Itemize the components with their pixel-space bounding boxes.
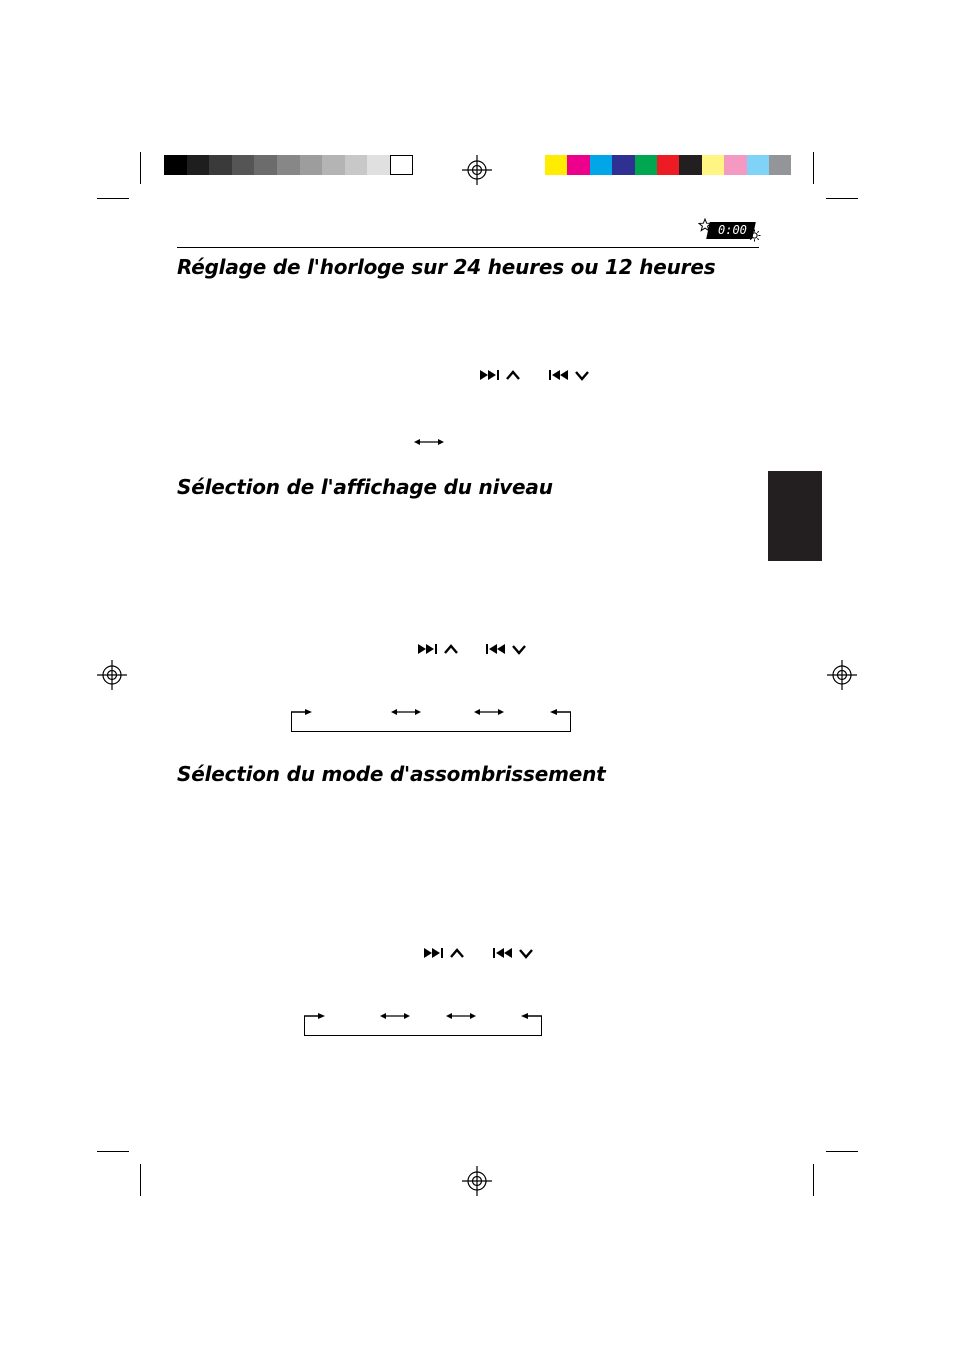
section-title-dimmer-mode: Sélection du mode d'assombrissement	[177, 762, 606, 786]
prev-down-buttons	[548, 369, 590, 381]
calibration-swatch	[300, 155, 323, 175]
crop-mark	[813, 1164, 814, 1196]
double-arrow-icon	[413, 436, 445, 448]
double-arrow-icon	[473, 707, 505, 717]
arrow-right-icon	[291, 707, 313, 717]
calibration-swatch	[209, 155, 232, 175]
calibration-swatch	[747, 155, 769, 175]
skip-back-icon	[485, 643, 509, 655]
calibration-swatch	[702, 155, 724, 175]
crop-mark	[97, 1151, 129, 1152]
crop-mark	[826, 198, 858, 199]
header-rule	[177, 247, 759, 248]
calibration-swatch	[187, 155, 210, 175]
calibration-swatch	[345, 155, 368, 175]
calibration-swatch	[769, 155, 791, 175]
cycle-diagram	[290, 707, 572, 734]
cycle-return-line	[291, 712, 571, 732]
calibration-swatch	[390, 155, 413, 175]
chevron-up-icon	[443, 643, 459, 655]
cycle-return-line	[304, 1016, 542, 1036]
calibration-swatch	[679, 155, 701, 175]
double-arrow-icon	[379, 1011, 411, 1021]
next-up-buttons	[479, 369, 521, 381]
crop-mark	[97, 198, 129, 199]
next-up-buttons	[417, 643, 459, 655]
chevron-down-icon	[518, 947, 534, 959]
calibration-swatch	[254, 155, 277, 175]
calibration-swatch	[367, 155, 390, 175]
chevron-down-icon	[574, 369, 590, 381]
calibration-swatch	[635, 155, 657, 175]
double-arrow-icon	[390, 707, 422, 717]
skip-back-icon	[548, 369, 572, 381]
header-clock-icon	[698, 218, 762, 242]
calibration-swatch	[232, 155, 255, 175]
registration-mark-icon	[826, 659, 858, 691]
calibration-swatch	[164, 155, 187, 175]
skip-forward-icon	[417, 643, 441, 655]
prev-down-buttons	[492, 947, 534, 959]
chevron-down-icon	[511, 643, 527, 655]
calibration-swatch	[590, 155, 612, 175]
section-title-level-display: Sélection de l'affichage du niveau	[177, 475, 553, 499]
crop-mark	[140, 152, 141, 184]
skip-forward-icon	[423, 947, 447, 959]
cycle-diagram	[303, 1011, 543, 1038]
calibration-swatch	[657, 155, 679, 175]
calibration-swatch	[612, 155, 634, 175]
arrow-left-icon	[520, 1011, 542, 1021]
arrow-right-icon	[304, 1011, 326, 1021]
crop-mark	[813, 152, 814, 184]
language-tab	[768, 471, 822, 561]
sun-icon	[748, 229, 761, 242]
section-title-clock-format: Réglage de l'horloge sur 24 heures ou 12 heures	[177, 255, 716, 279]
chevron-up-icon	[505, 369, 521, 381]
crop-mark	[826, 1151, 858, 1152]
calibration-swatch	[567, 155, 589, 175]
calibration-swatch	[724, 155, 746, 175]
calibration-swatch	[545, 155, 567, 175]
arrow-left-icon	[549, 707, 571, 717]
crop-mark	[140, 1164, 141, 1196]
clock-readout: 0:00	[718, 223, 747, 237]
registration-mark-icon	[96, 659, 128, 691]
next-up-buttons	[423, 947, 465, 959]
chevron-up-icon	[449, 947, 465, 959]
registration-mark-icon	[461, 154, 493, 186]
calibration-swatch	[322, 155, 345, 175]
prev-down-buttons	[485, 643, 527, 655]
calibration-swatch	[277, 155, 300, 175]
double-arrow-icon	[445, 1011, 477, 1021]
skip-forward-icon	[479, 369, 503, 381]
skip-back-icon	[492, 947, 516, 959]
registration-mark-icon	[461, 1165, 493, 1197]
